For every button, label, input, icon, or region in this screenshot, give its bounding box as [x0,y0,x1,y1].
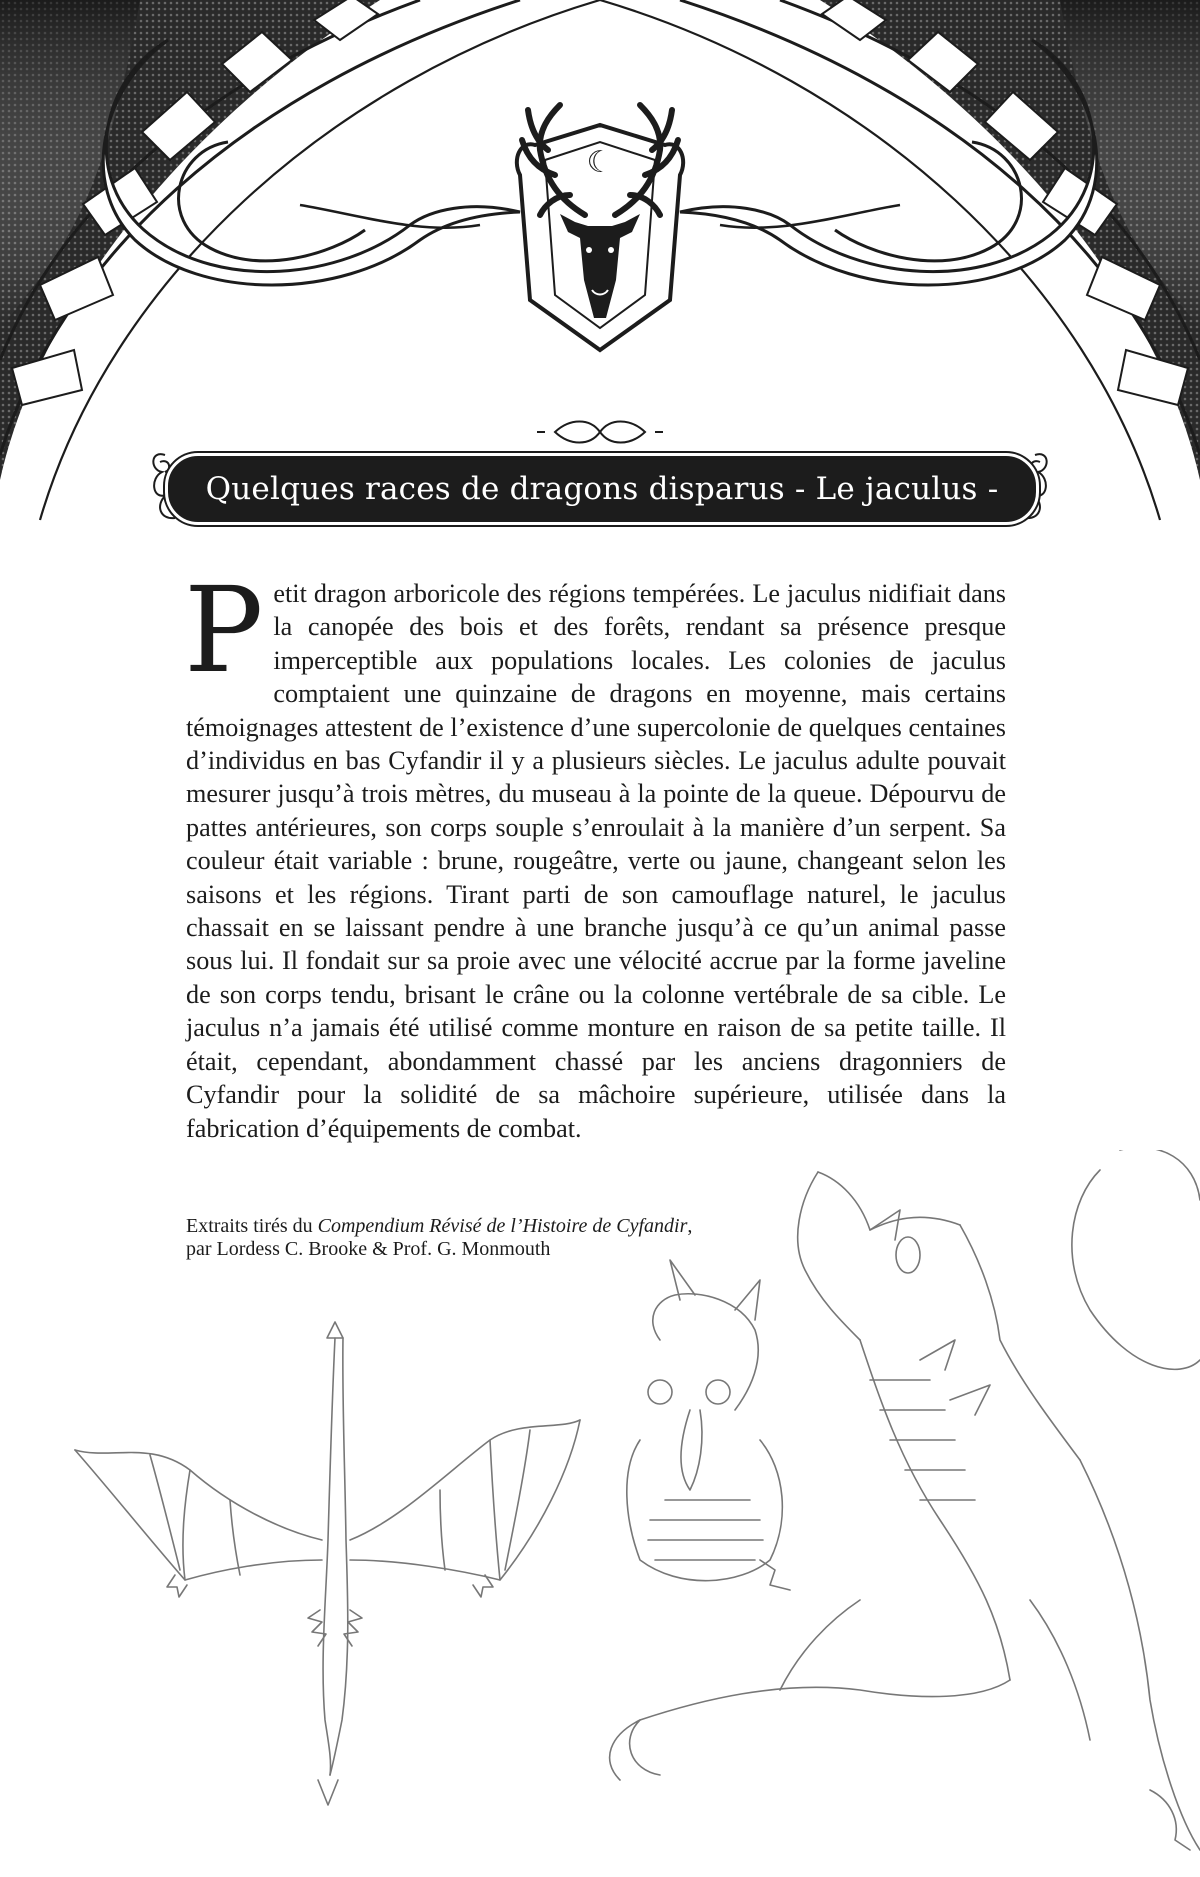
drop-cap: P [184,561,264,699]
dragon-sketches [0,1150,1200,1877]
title-banner [165,453,1039,525]
source-prefix: Extraits tirés du [186,1215,318,1237]
article-body [184,561,1006,1145]
jaculus-head-sketch [627,1260,790,1590]
jaculus-flying-sketch [75,1322,580,1805]
crescent-moon-icon: ☾ [586,145,614,180]
page-title: Quelques races de dragons disparus - Le jaculus - [205,471,999,507]
source-suffix: , [687,1215,693,1237]
article-text: etit dragon arboricole des régions tempérées. Le jaculus nidifiait dans la canopée des bois et des forêts, rendant sa présence presque imperceptible aux populations locales. Les colonies de jaculus comptaient une quinzaine de dragons en moyenne, mais certains témoignages attestent de l’existence d’une supercolonie de quelques centaines d’individus en bas Cyfandir il y a plusieurs siècles. Le jaculus adulte pouvait mesurer jusqu’à trois mètres, du museau à la pointe de la queue. Dépourvu de pattes antérieures, son corps souple s’enroulait à la manière d’un serpent. Sa couleur était variable : brune, rougeâtre, verte ou jaune, changeant selon les saisons et les régions. Tirant parti de son camouflage naturel, le jaculus chassait en se laissant pendre à une branche jusqu’à ce qu’un animal passe sous lui. Il fondait sur sa proie avec une vélocité accrue par la forme javeline de son corps tendu, brisant le crâne ou la colonne vertébrale de sa cible. Le jaculus n’a jamais été utilisé comme monture en raison de sa petite taille. Il était, cependant, abondamment chassé par les anciens dragonniers de Cyfandir pour la solidité de sa mâchoire supérieure, utilisée dans la fabrication d’équipements de combat. [186,579,1006,1143]
stag-crest-emblem [517,105,683,350]
source-book-title: Compendium Révisé de l’Histoire de Cyfandir [317,1215,688,1237]
source-authors: par Lordess C. Brooke & Prof. G. Monmouth [186,1238,551,1260]
